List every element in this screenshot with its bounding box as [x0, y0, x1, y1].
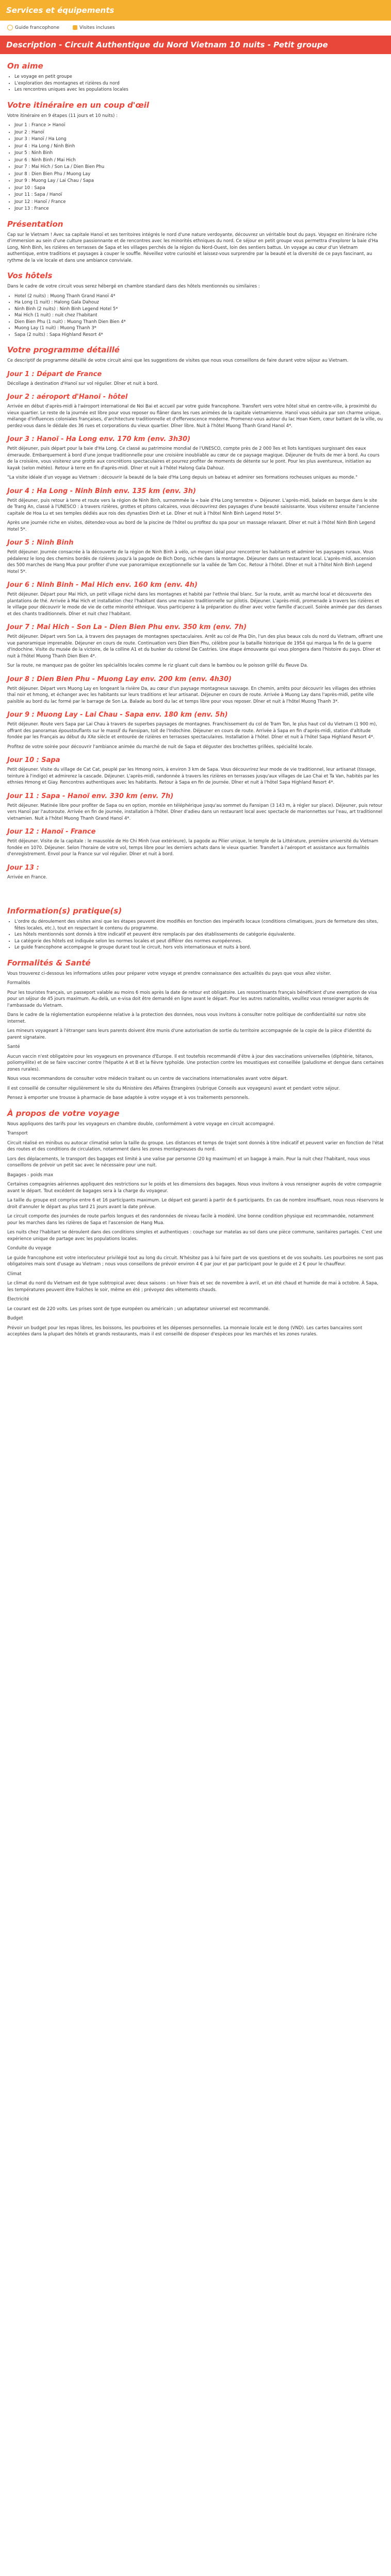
list-item: • Mai Hich (1 nuit) : nuit chez l'habitant: [14, 312, 384, 319]
apropos-body: [7, 1121, 384, 1338]
apropos-paragraph: Électricité: [7, 1297, 29, 1302]
apropos-paragraph: Le circuit comporte des journées de route parfois longues et des randonnées de niveau facile à modéré. Une bonne condition physique est recommandée, notamment pour les marches dans les rizières de Sapa et l'ascension de Hang Mua.: [7, 1214, 374, 1226]
day-title: Jour 1 : Départ de France: [7, 370, 102, 378]
apropos-paragraph: Prévoir un budget pour les repas libres, les boissons, les pourboires et les dépenses personnelles. La monnaie locale est le dong (VND). Les cartes bancaires sont acceptées dans la plupart des hôtels et grands restaurants, mais il est conseillé de disposer d'espèces pour les marchés et les zones rurales.: [7, 1325, 363, 1337]
day-title: Jour 12 : Hanoï - France: [7, 828, 96, 836]
list-item: • Le voyage en petit groupe: [14, 74, 384, 80]
list-item: • L'exploration des montagnes et rizières du nord: [14, 80, 384, 87]
list-item: • Jour 1 : France > Hanoï: [14, 122, 384, 129]
main-content: [0, 61, 391, 1362]
guide-icon: [7, 25, 13, 30]
formalites-paragraph: Nous vous recommandons de consulter votre médecin traitant ou un centre de vaccinations internationales avant votre départ.: [7, 1076, 288, 1081]
day-paragraph: Décollage à destination d'Hanoï sur vol régulier. Dîner et nuit à bord.: [7, 381, 158, 386]
list-item: • Jour 4 : Ha Long / Ninh Binh: [14, 143, 384, 150]
apropos-paragraph: Circuit réalisé en minibus ou autocar climatisé selon la taille du groupe. Les distances et temps de trajet sont donnés à titre indicatif et peuvent varier en fonction de l'état des routes et des conditions de circulation, notamment dans les zones montagneuses du nord.: [7, 1140, 384, 1152]
programme-intro: Ce descriptif de programme détaillé de votre circuit ainsi que les suggestions de visites que nous vous conseillons de faire durant votre séjour au Vietnam.: [7, 358, 349, 363]
day-paragraph: Petit déjeuner, puis retour à terre et route vers la région de Ninh Binh, surnommée la « baie d'Ha Long terrestre ». Déjeuner. L'après-midi, balade en barque dans le site de Trang An, classé à l'UNESCO : à travers rizières, grottes et pitons calcaires, vous découvrirez des paysages d'une beauté saisissante. Vous visiterez ensuite l'ancienne capitale de Hoa Lu et ses temples dédiés aux rois des dynasties Dinh et Le. Dîner et nuit à l'hôtel Ninh Binh Legend Hotel 5*.: [7, 498, 379, 516]
list-item: • Jour 11 : Sapa / Hanoï: [14, 192, 384, 198]
day-title: Jour 8 : Dien Bien Phu - Muong Lay env. 200 km (env. 4h30): [7, 675, 232, 683]
visit-icon: [73, 25, 77, 30]
day-title: Jour 2 : aéroport d'Hanoï - hôtel: [7, 393, 128, 401]
list-item: • Jour 6 : Ninh Binh / Mai Hich: [14, 157, 384, 164]
presentation-text: Cap sur le Vietnam ! Avec sa capitale Hanoï et ses territoires intégrés le nord d'une nature verdoyante, découvrez un véritable bout du pays. Voyagez en itinéraire riche d'immersion au sein d'une culture passionnante et de rencontres avec les minorités ethniques du nord. Ce séjour en petit groupe vous permettra d'explorer la baie d'Ha Long, Ninh Binh, les rizières en terrasses de Sapa et les villages perchés de la région du Nord-Ouest, loin des sentiers battus. Un voyage au cœur d'un Vietnam authentique, entre traditions et paysages à couper le souffle. Réveillez votre curiosité et laissez-vous surprendre par la beauté et la diversité de ce pays fascinant, au rythme de la vie locale et dans une ambiance conviviale.: [7, 232, 378, 263]
day-paragraph: Sur la route, ne manquez pas de goûter les spécialités locales comme le riz gluant cuit dans le bambou ou le poisson grillé du fleuve Da.: [7, 663, 308, 668]
programme-heading: Votre programme détaillé: [7, 345, 120, 354]
day-paragraph: Petit déjeuner. Visite du village de Cat Cat, peuplé par les Hmong noirs, à environ 3 km de Sapa. Vous découvrirez leur mode de vie traditionnel, leur artisanat (tissage, teinture à l'indigo) et admirerez la cascade. Déjeuner. L'après-midi, randonnée à travers les rizières en terrasses jusqu'aux villages de Lao Chai et Ta Van, habités par les ethnies Hmong et Giay. Rencontres authentiques avec les habitants. Retour à Sapa en fin de journée. Dîner et nuit à l'hôtel Sapa Highland Resort 4*.: [7, 767, 379, 785]
apropos-paragraph: Budget: [7, 1316, 23, 1321]
itinerary-list: [7, 122, 384, 212]
infos-heading: Information(s) pratique(s): [7, 906, 122, 916]
itinerary-intro: Votre itinéraire en 9 étapes (11 jours et 10 nuits) :: [7, 113, 118, 118]
page-title: Description - Circuit Authentique du Nord Vietnam 10 nuits - Petit groupe: [6, 40, 328, 49]
apropos-paragraph: Conduite du voyage: [7, 1246, 52, 1251]
day-paragraph: Arrivée en début d'après-midi à l'aéroport international de Noi Bai et accueil par votre guide francophone. Transfert vers votre hôtel situé en centre-ville, à proximité du vieux quartier. Le reste de la journée est libre pour vous reposer ou flâner dans les rues animées de la capitale vietnamienne. Hanoï vous séduira par son charme unique, mélange d'influences coloniales françaises, d'architecture traditionnelle et d'effervescence moderne. Promenez-vous autour du lac Hoan Kiem, cœur battant de la ville, ou perdez-vous dans le dédale des 36 rues et corporations du vieux quartier. Dîner libre. Nuit à l'hôtel Muong Thanh Grand Hanoï 4*.: [7, 404, 383, 429]
apropos-paragraph: Le guide francophone est votre interlocuteur privilégié tout au long du circuit. N'hésitez pas à lui faire part de vos questions et de vos souhaits. Les pourboires ne sont pas obligatoires mais sont d'usage au Vietnam ; nous vous conseillons de prévoir environ 4 € par jour et par participant pour le guide et 2 € pour le chauffeur.: [7, 1255, 383, 1267]
top-section-bar: [0, 0, 391, 21]
list-item: • Muong Lay (1 nuit) : Muong Thanh 3*: [14, 325, 384, 332]
tab-guide[interactable]: [7, 25, 59, 30]
list-item: • Jour 7 : Mai Hich / Son La / Dien Bien Phu: [14, 164, 384, 171]
feature-tabs: [0, 21, 391, 36]
apropos-paragraph: Bagages - poids max: [7, 1172, 54, 1178]
hotels-heading: Vos hôtels: [7, 271, 53, 280]
formalites-paragraph: Dans le cadre de la réglementation européenne relative à la protection des données, nous vous invitons à consulter notre politique de confidentialité sur notre site internet.: [7, 1012, 366, 1024]
list-item: • Jour 10 : Sapa: [14, 185, 384, 192]
formalites-paragraph: Vous trouverez ci-dessous les informations utiles pour préparer votre voyage et prendre connaissance des actualités du pays que vous allez visiter.: [7, 971, 331, 976]
day-paragraph: "La visite idéale d'un voyage au Vietnam : découvrir la beauté de la baie d'Ha Long depuis un bateau et admirer ses formations rocheuses uniques au monde.": [7, 475, 357, 480]
apropos-paragraph: Climat: [7, 1271, 22, 1277]
apropos-paragraph: Le climat du nord du Vietnam est de type subtropical avec deux saisons : un hiver frais et sec de novembre à avril, et un été chaud et humide de mai à octobre. À Sapa, les températures peuvent être fraîches le soir, même en été ; prévoyez des vêtements chauds.: [7, 1281, 379, 1293]
formalites-paragraph: Les mineurs voyageant à l'étranger sans leurs parents doivent être munis d'une autorisation de sortie du territoire accompagnée de la copie de la pièce d'identité du parent signataire.: [7, 1028, 372, 1040]
list-item: • Ninh Binh (2 nuits) : Ninh Binh Legend Hotel 5*: [14, 306, 384, 313]
on-aime-list: [7, 74, 384, 93]
day-title: Jour 4 : Ha Long - Ninh Binh env. 135 km (env. 3h): [7, 487, 196, 495]
formalites-paragraph: Il est conseillé de consulter régulièrement le site du Ministère des Affaires Étrangères (rubrique Conseils aux voyageurs) avant et pendant votre séjour.: [7, 1086, 340, 1091]
day-title: Jour 3 : Hanoï - Ha Long env. 170 km (env. 3h30): [7, 435, 191, 443]
list-item: • Jour 13 : France: [14, 206, 384, 212]
apropos-heading: À propos de votre voyage: [7, 1108, 120, 1118]
list-item: • Dien Bien Phu (1 nuit) : Muong Thanh Dien Bien 4*: [14, 319, 384, 326]
apropos-paragraph: La taille du groupe est comprise entre 6 et 16 participants maximum. Le départ est garanti à partir de 6 participants. En cas de nombre insuffisant, nous nous réservons le droit d'annuler le départ au plus tard 21 jours avant la date prévue.: [7, 1198, 384, 1210]
list-item: • Ha Long (1 nuit) : Halong Gala Dahouz: [14, 299, 384, 306]
day-title: Jour 10 : Sapa: [7, 756, 60, 764]
list-item: • Le guide francophone accompagne le groupe durant tout le circuit, hors vols internationaux et nuits à bord.: [14, 944, 384, 951]
apropos-paragraph: Transport: [7, 1131, 28, 1136]
list-item: • Jour 2 : Hanoï: [14, 129, 384, 136]
day-title: Jour 7 : Mai Hich - Son La - Dien Bien Phu env. 350 km (env. 7h): [7, 623, 247, 631]
day-title: Jour 5 : Ninh Binh: [7, 539, 74, 547]
day-paragraph: Petit déjeuner. Matinée libre pour profiter de Sapa ou en option, montée en téléphérique jusqu'au sommet du Fansipan (3 143 m, à régler sur place). Déjeuner, puis retour vers Hanoï par l'autoroute. Arrivée en fin de journée, installation à l'hôtel. Dîner d'adieu dans un restaurant local avec spectacle de marionnettes sur l'eau, art traditionnel vietnamien. Nuit à l'hôtel Muong Thanh Grand Hanoï 4*.: [7, 803, 383, 821]
formalites-paragraph: Pour les touristes français, un passeport valable au moins 6 mois après la date de retour est obligatoire. Les ressortissants français bénéficient d'une exemption de visa pour un séjour de 45 jours maximum. Au-delà, un e-visa doit être demandé en ligne avant le départ. Pour les autres nationalités, veuillez vous renseigner auprès de l'ambassade du Vietnam.: [7, 990, 377, 1008]
apropos-paragraph: Certaines compagnies aériennes appliquent des restrictions sur le poids et les dimensions des bagages. Nous vous invitons à vous renseigner auprès de votre compagnie avant le départ. Tout excédent de bagages sera à la charge du voyageur.: [7, 1182, 382, 1194]
apropos-paragraph: Nous appliquons des tarifs pour les voyageurs en chambre double, conformément à votre voyage en circuit accompagné.: [7, 1121, 275, 1127]
section-label: Services et équipements: [6, 6, 115, 15]
day-paragraph: Petit déjeuner, puis départ pour la baie d'Ha Long. Ce classé au patrimoine mondial de l'UNESCO, compte près de 2 000 îles et îlots karstiques surgissant des eaux émeraude. Embarquement à bord d'une jonque traditionnelle pour une croisière inoubliable au cœur de ce paysage magique. Déjeuner de fruits de mer à bord. Au cours de la croisière, vous visiterez une grotte aux concrétions spectaculaires et pourrez profiter de moments de détente sur le pont. Pour les plus aventureux, initiation au kayak (selon météo). Retour à terre en fin d'après-midi. Dîner et nuit à l'hôtel Halong Gala Dahouz.: [7, 446, 380, 471]
day-title: Jour 11 : Sapa - Hanoï env. 330 km (env. 7h): [7, 792, 174, 800]
day-paragraph: Petit déjeuner. Départ vers Son La, à travers des paysages de montagnes spectaculaires. Arrêt au col de Pha Din, l'un des plus beaux cols du nord du Vietnam, offrant une vue panoramique imprenable. Déjeuner en cours de route. Continuation vers Dien Bien Phu, célèbre pour la bataille historique de 1954 qui marqua la fin de la guerre d'Indochine. Visite du musée de la victoire, de la colline A1 et du bunker du colonel De Castries. Une étape émouvante qui vous plongera dans l'histoire du pays. Dîner et nuit à l'hôtel Muong Thanh Dien Bien 4*.: [7, 634, 383, 659]
presentation-heading: Présentation: [7, 219, 63, 229]
formalites-paragraph: Formalités: [7, 980, 30, 986]
day-paragraph: Profitez de votre soirée pour découvrir l'ambiance animée du marché de nuit de Sapa et déguster des brochettes grillées, spécialité locale.: [7, 744, 313, 750]
list-item: • Jour 5 : Ninh Binh: [14, 150, 384, 157]
day-paragraph: Petit déjeuner. Visite de la capitale : le mausolée de Ho Chi Minh (vue extérieure), la pagode au Pilier unique, le temple de la Littérature, première université du Vietnam fondée en 1070. Déjeuner. Selon l'horaire de votre vol, temps libre pour les derniers achats dans le vieux quartier. Transfert à l'aéroport et assistance aux formalités d'enregistrement. Envol pour la France sur vol régulier. Dîner et nuit à bord.: [7, 839, 379, 857]
day-title: Jour 13 :: [7, 863, 39, 872]
apropos-paragraph: Lors des déplacements, le transport des bagages est limité à une valise par personne (20 kg maximum) et un bagage à main. Pour la nuit chez l'habitant, nous vous conseillons de prévoir un petit sac avec le nécessaire pour une nuit.: [7, 1156, 370, 1168]
apropos-paragraph: Les nuits chez l'habitant se déroulent dans des conditions simples et authentiques : couchage sur matelas au sol dans une pièce commune, sanitaires partagés. C'est une expérience unique de partage avec les populations locales.: [7, 1230, 382, 1242]
apropos-paragraph: Le courant est de 220 volts. Les prises sont de type européen ou américain ; un adaptateur universel est recommandé.: [7, 1306, 270, 1312]
infos-list: [7, 919, 384, 951]
tab-guide-label: Guide francophone: [15, 25, 59, 30]
day-title: Jour 6 : Ninh Binh - Mai Hich env. 160 km (env. 4h): [7, 581, 198, 589]
hotels-intro: Dans le cadre de votre circuit vous serez hébergé en chambre standard dans des hôtels mentionnés ou similaires :: [7, 284, 260, 289]
day-title: Jour 9 : Muong Lay - Lai Chau - Sapa env. 180 km (env. 5h): [7, 711, 228, 719]
day-paragraph: Petit déjeuner. Journée consacrée à la découverte de la région de Ninh Binh à vélo, un moyen idéal pour rencontrer les habitants et admirer les paysages ruraux. Vous pédalerez le long des chemins bordés de rizières jusqu'à la pagode de Bich Dong, nichée dans la montagne. Déjeuner dans un restaurant local. L'après-midi, ascension des 500 marches de Hang Mua pour profiter d'une vue panoramique exceptionnelle sur la vallée de Tam Coc. Retour à l'hôtel. Dîner et nuit à l'hôtel Ninh Binh Legend Hotel 5*.: [7, 550, 376, 574]
formalites-paragraph: Santé: [7, 1044, 20, 1049]
day-paragraph: Petit déjeuner. Départ vers Muong Lay en longeant la rivière Da, au cœur d'un paysage montagneux sauvage. En chemin, arrêts pour découvrir les villages des ethnies thaï noir et hmong, et échanger avec les habitants sur leurs traditions et leur artisanat. Déjeuner en cours de route. Arrivée à Muong Lay dans l'après-midi, petite ville paisible au bord du lac formé par le barrage de Son La. Balade au bord du lac et temps libre pour vous reposer. Dîner et nuit à l'hôtel Muong Thanh 3*.: [7, 686, 376, 704]
formalites-paragraph: Aucun vaccin n'est obligatoire pour les voyageurs en provenance d'Europe. Il est toutefois recommandé d'être à jour des vaccinations universelles (diphtérie, tétanos, poliomyélite) et de se faire vacciner contre l'hépatite A et B et la fièvre typhoïde. Une protection contre les moustiques est conseillée (paludisme et dengue dans certaines zones rurales).: [7, 1054, 384, 1072]
day-paragraph: Arrivée en France.: [7, 874, 47, 880]
list-item: • Jour 8 : Dien Bien Phu / Muong Lay: [14, 171, 384, 178]
day-paragraph: Après une journée riche en visites, détendez-vous au bord de la piscine de l'hôtel ou profitez du spa pour un massage relaxant. Dîner et nuit à l'hôtel Ninh Binh Legend Hotel 5*.: [7, 520, 376, 532]
hotels-list: [7, 293, 384, 338]
itinerary-heading: Votre itinéraire en un coup d'œil: [7, 100, 150, 110]
programme-days: [7, 370, 384, 881]
tab-visits-label: Visites incluses: [79, 25, 115, 30]
list-item: • Jour 9 : Muong Lay / Lai Chau / Sapa: [14, 178, 384, 184]
day-paragraph: Petit déjeuner. Départ pour Mai Hich, un petit village niché dans les montagnes et habité par l'ethnie thaï blanc. Sur la route, arrêt au marché local et découverte des plantations de thé. Arrivée à Mai Hich et installation chez l'habitant dans une maison traditionnelle sur pilotis. Déjeuner. L'après-midi, promenade à travers les rizières et le village pour découvrir le mode de vie de cette minorité ethnique. Vous participerez à la préparation du dîner avec votre famille d'accueil. Soirée animée par des danses et des chants traditionnels. Dîner et nuit chez l'habitant.: [7, 592, 382, 617]
list-item: • Les hôtels mentionnés sont donnés à titre indicatif et peuvent être remplacés par des établissements de catégorie équivalente.: [14, 931, 384, 938]
list-item: • Sapa (2 nuits) : Sapa Highland Resort 4*: [14, 332, 384, 338]
list-item: • L'ordre du déroulement des visites ainsi que les étapes peuvent être modifiés en fonction des impératifs locaux (conditions climatiques, jours de fermeture des sites, fêtes locales, etc.), tout en respectant le contenu du programme.: [14, 919, 384, 931]
page-title-bar: [0, 36, 391, 54]
list-item: • Jour 12 : Hanoï / France: [14, 199, 384, 206]
tab-visits[interactable]: [73, 25, 115, 30]
list-item: • Hotel (2 nuits) : Muong Thanh Grand Hanoï 4*: [14, 293, 384, 300]
formalites-body: [7, 971, 384, 1101]
list-item: • La catégorie des hôtels est indiquée selon les normes locales et peut différer des normes européennes.: [14, 938, 384, 945]
day-paragraph: Petit déjeuner. Route vers Sapa par Lai Chau à travers de superbes paysages de montagnes. Franchissement du col de Tram Ton, le plus haut col du Vietnam (1 900 m), offrant des panoramas époustouflants sur le massif du Fansipan, toit de l'Indochine. Déjeuner en cours de route. Arrivée à Sapa en fin d'après-midi, station d'altitude fondée par les Français au début du XXe siècle et entourée de rizières en terrasses spectaculaires. Installation à l'hôtel. Dîner et nuit à l'hôtel Sapa Highland Resort 4*.: [7, 722, 377, 740]
list-item: • Les rencontres uniques avec les populations locales: [14, 87, 384, 93]
list-item: • Jour 3 : Hanoï / Ha Long: [14, 136, 384, 143]
formalites-paragraph: Pensez à emporter une trousse à pharmacie de base adaptée à votre voyage et à vos traitements personnels.: [7, 1095, 250, 1100]
formalites-heading: Formalités & Santé: [7, 958, 91, 968]
on-aime-heading: On aime: [7, 61, 43, 71]
